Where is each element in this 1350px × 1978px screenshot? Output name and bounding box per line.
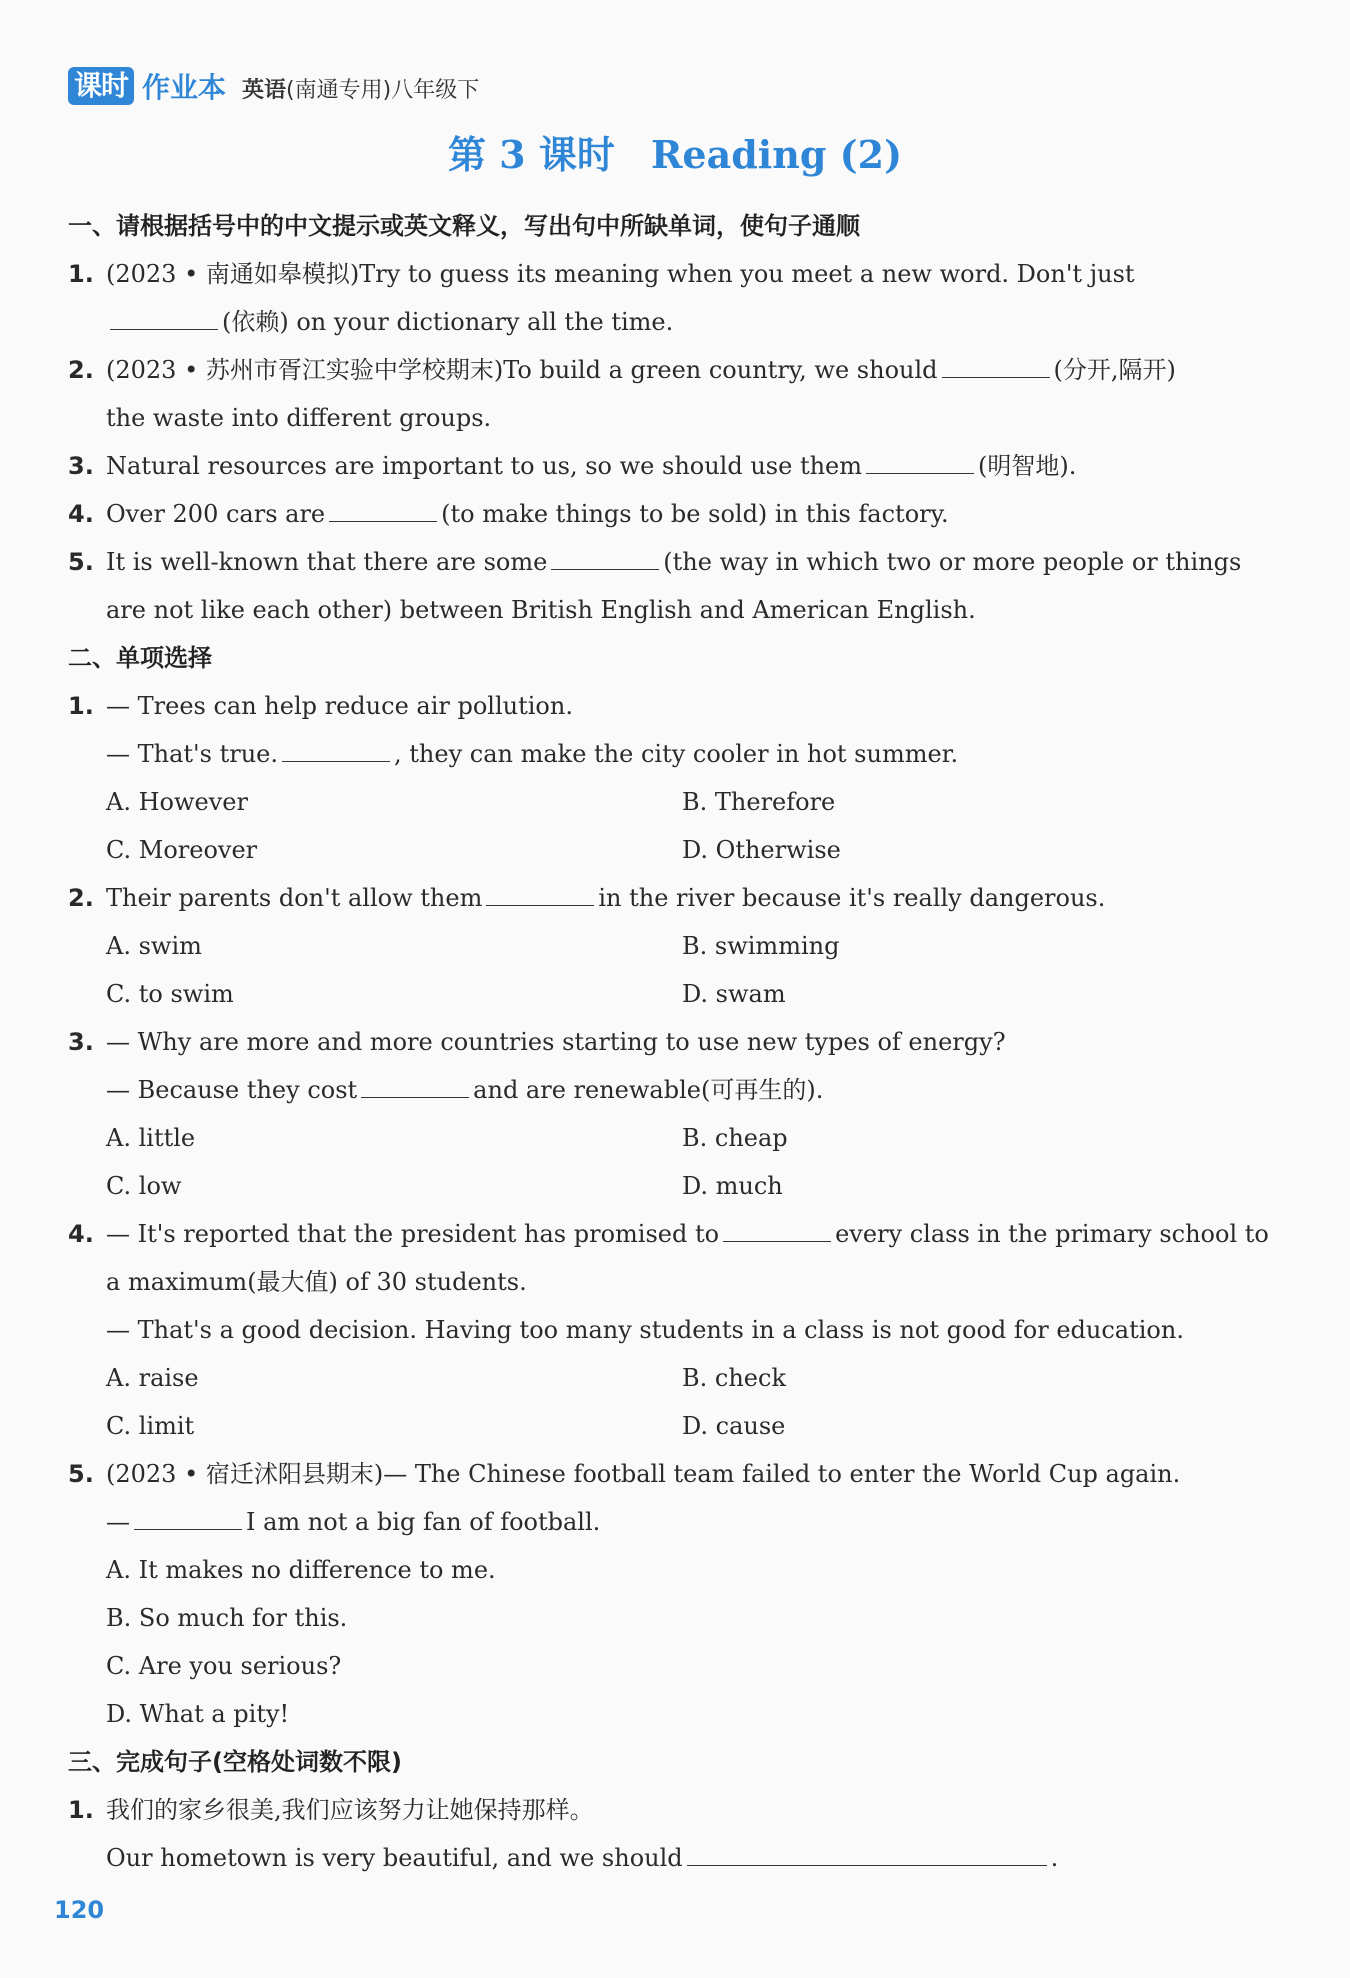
question-number: 2.: [68, 884, 94, 912]
logo-text: 作业本: [142, 71, 227, 104]
s2-q2: [68, 874, 1268, 922]
option-d[interactable]: D. What a pity!: [106, 1700, 290, 1728]
options-row: [68, 1354, 1268, 1402]
logo-box: 课时: [68, 67, 134, 105]
lesson-number: 第 3 课时: [447, 132, 615, 177]
s2-q4-line2: a maximum(最大值) of 30 students.: [106, 1268, 527, 1296]
sentence-end: .: [1050, 1844, 1059, 1872]
exercise-content: [68, 202, 1268, 1882]
question-text: every class in the primary school to: [835, 1220, 1269, 1248]
question-text: —: [106, 1508, 130, 1536]
question-text: Natural resources are important to us, so we should use them: [106, 452, 863, 480]
option-b[interactable]: B. So much for this.: [106, 1604, 348, 1632]
question-hint: (明智地).: [978, 452, 1077, 480]
options-row: [68, 1402, 1268, 1450]
option-c[interactable]: C. low: [106, 1172, 182, 1200]
s2-q1-line1: [68, 682, 1268, 730]
option-d[interactable]: D. cause: [682, 1412, 786, 1440]
question-number: 1.: [68, 260, 94, 288]
question-number: 4.: [68, 1220, 94, 1248]
s2-q5-line2: [68, 1498, 1268, 1546]
question-number: 3.: [68, 1028, 94, 1056]
s1-q2-line2: the waste into different groups.: [106, 404, 492, 432]
section-2-title: 二、单项选择: [68, 644, 212, 672]
option-d[interactable]: D. much: [682, 1172, 783, 1200]
options-row: [68, 826, 1268, 874]
publisher-logo: [68, 66, 226, 106]
question-number: 5.: [68, 548, 94, 576]
question-text: in the river because it's really dangerous.: [598, 884, 1106, 912]
question-hint: (the way in which two or more people or things: [663, 548, 1242, 576]
lesson-name: Reading (2): [650, 132, 903, 177]
question-text: (依赖) on your dictionary all the time.: [222, 308, 674, 336]
option-c[interactable]: C. Are you serious?: [106, 1652, 342, 1680]
answer-blank[interactable]: [134, 1503, 242, 1530]
s2-q4-line3: — That's a good decision. Having too many students in a class is not good for education.: [106, 1316, 1184, 1344]
answer-blank[interactable]: [942, 351, 1050, 378]
s1-q3: [68, 442, 1268, 490]
s1-q1-line2: [68, 298, 1268, 346]
option-c[interactable]: C. limit: [106, 1412, 195, 1440]
option-a[interactable]: A. raise: [106, 1364, 199, 1392]
option-b[interactable]: B. check: [682, 1364, 786, 1392]
question-number: 1.: [68, 692, 94, 720]
page-number: 120: [54, 1896, 105, 1924]
s1-q2-line1: [68, 346, 1268, 394]
option-a[interactable]: A. little: [106, 1124, 196, 1152]
option-d[interactable]: D. Otherwise: [682, 836, 841, 864]
question-number: 4.: [68, 500, 94, 528]
question-text: Over 200 cars are: [106, 500, 326, 528]
question-text: — Trees can help reduce air pollution.: [106, 692, 573, 720]
option-a[interactable]: A. swim: [106, 932, 202, 960]
edition: (南通专用)八年级下: [286, 77, 480, 103]
s2-q1-line2: [68, 730, 1268, 778]
question-text: — Why are more and more countries starting to use new types of energy?: [106, 1028, 1006, 1056]
option-d[interactable]: D. swam: [682, 980, 786, 1008]
question-text: , they can make the city cooler in hot summer.: [394, 740, 959, 768]
question-text: — That's true.: [106, 740, 278, 768]
question-hint: (to make things to be sold) in this factory.: [441, 500, 949, 528]
option-a[interactable]: A. It makes no difference to me.: [106, 1556, 496, 1584]
page-header: [68, 66, 479, 106]
s1-q5-line2: are not like each other) between British English and American English.: [106, 596, 976, 624]
s2-q3-line2: [68, 1066, 1268, 1114]
question-text: — It's reported that the president has promised to: [106, 1220, 720, 1248]
question-text: and are renewable(可再生的).: [473, 1076, 824, 1104]
answer-blank[interactable]: [723, 1215, 831, 1242]
question-text: Their parents don't allow them: [106, 884, 483, 912]
question-number: 3.: [68, 452, 94, 480]
section-3-title: 三、完成句子(空格处词数不限): [68, 1748, 402, 1776]
option-b[interactable]: B. Therefore: [682, 788, 836, 816]
question-text: (2023 • 宿迁沭阳县期末)— The Chinese football team failed to enter the World Cup again.: [106, 1460, 1181, 1488]
option-c[interactable]: C. Moreover: [106, 836, 258, 864]
answer-blank[interactable]: [282, 735, 390, 762]
question-chinese: 我们的家乡很美,我们应该努力让她保持那样。: [106, 1796, 594, 1824]
question-text: (2023 • 苏州市胥江实验中学校期末)To build a green country, we should: [106, 356, 938, 384]
question-text: (2023 • 南通如皋模拟)Try to guess its meaning when you meet a new word. Don't just: [106, 260, 1135, 288]
s1-q5-line1: [68, 538, 1268, 586]
question-text: It is well-known that there are some: [106, 548, 548, 576]
section-1-title: 一、请根据括号中的中文提示或英文释义，写出句中所缺单词，使句子通顺: [68, 212, 860, 240]
book-info: [242, 73, 479, 104]
answer-blank[interactable]: [866, 447, 974, 474]
question-text: Our hometown is very beautiful, and we should: [106, 1844, 683, 1872]
question-text: I am not a big fan of football.: [246, 1508, 601, 1536]
s1-q1-line1: [68, 250, 1268, 298]
options-row: [68, 970, 1268, 1018]
question-number: 5.: [68, 1460, 94, 1488]
s1-q4: [68, 490, 1268, 538]
options-row: [68, 922, 1268, 970]
s2-q5-line1: [68, 1450, 1268, 1498]
subject: 英语: [242, 77, 287, 103]
option-c[interactable]: C. to swim: [106, 980, 234, 1008]
option-b[interactable]: B. cheap: [682, 1124, 788, 1152]
option-a[interactable]: A. However: [106, 788, 248, 816]
options-row: [68, 1162, 1268, 1210]
question-number: 2.: [68, 356, 94, 384]
s3-q1-line2: [68, 1834, 1268, 1882]
options-row: [68, 778, 1268, 826]
answer-blank[interactable]: [361, 1071, 469, 1098]
question-number: 1.: [68, 1796, 94, 1824]
option-b[interactable]: B. swimming: [682, 932, 840, 960]
lesson-title: [0, 124, 1350, 179]
s3-q1-line1: [68, 1786, 1268, 1834]
answer-blank[interactable]: [110, 303, 218, 330]
answer-blank[interactable]: [329, 495, 437, 522]
options-row: [68, 1114, 1268, 1162]
answer-blank[interactable]: [551, 543, 659, 570]
answer-blank[interactable]: [687, 1839, 1047, 1866]
s2-q4-line1: [68, 1210, 1268, 1258]
answer-blank[interactable]: [486, 879, 594, 906]
question-text: — Because they cost: [106, 1076, 358, 1104]
question-hint: (分开,隔开): [1053, 356, 1176, 384]
s2-q3-line1: [68, 1018, 1268, 1066]
